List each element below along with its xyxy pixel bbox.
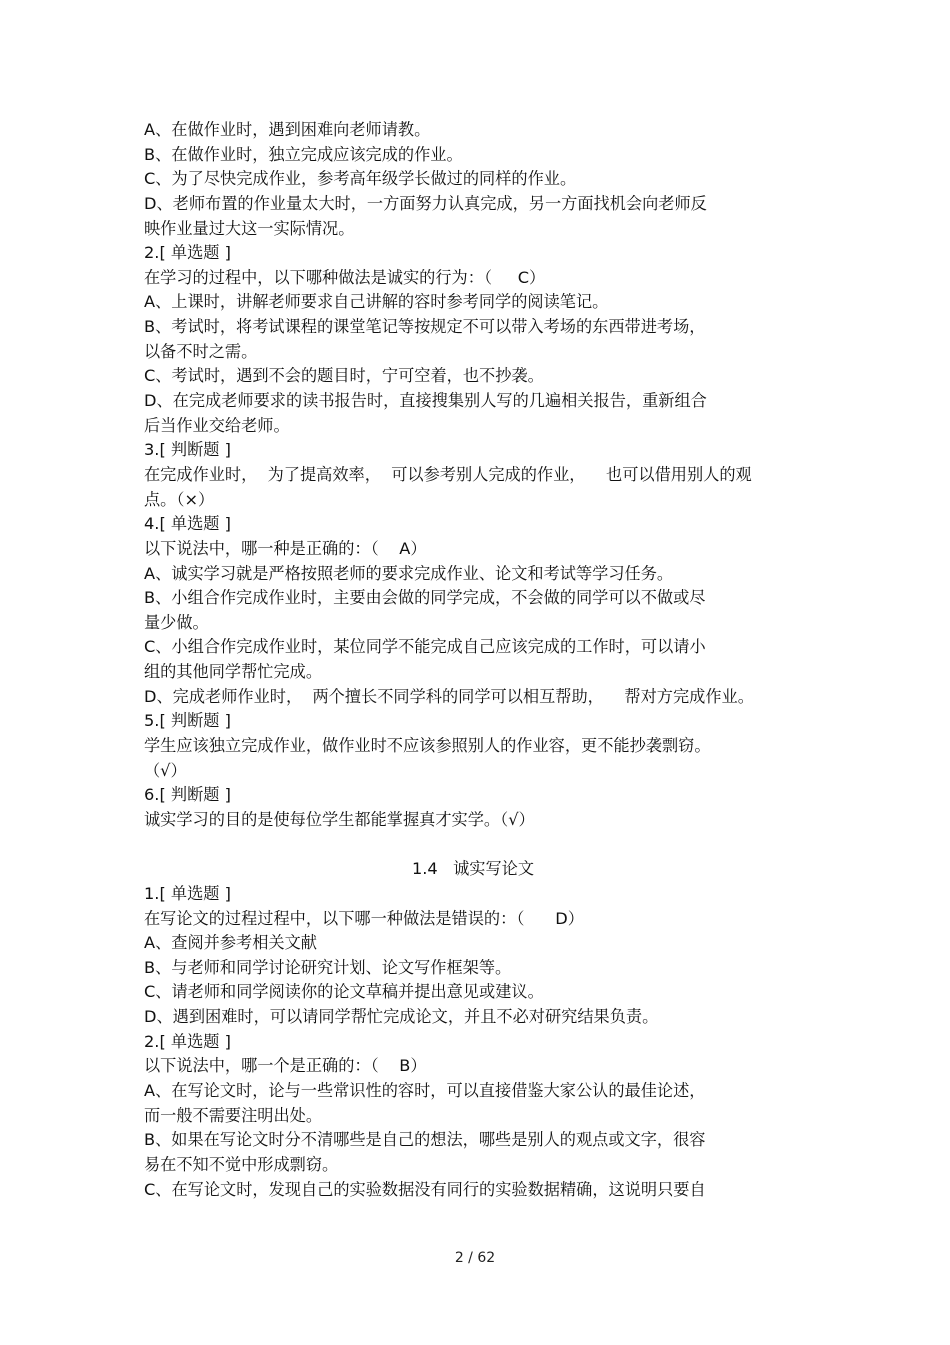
text-line: A、诚实学习就是严格按照老师的要求完成作业、论文和考试等学习任务。 bbox=[144, 563, 674, 583]
text-line: 易在不知不觉中形成剽窃。 bbox=[144, 1154, 339, 1174]
spacer bbox=[144, 833, 834, 858]
text-line: 而一般不需要注明出处。 bbox=[144, 1105, 323, 1125]
text-line: D、老师布置的作业量太大时，一方面努力认真完成，另一方面找机会向老师反 bbox=[144, 193, 707, 213]
question-text: 诚实学习的目的是使每位学生都能掌握真才实学。（√） bbox=[144, 809, 535, 829]
text-line: 点。（×） bbox=[144, 489, 215, 509]
text-line: B、与老师和同学讨论研究计划、论文写作框架等。 bbox=[144, 957, 512, 977]
text-line: 以备不时之需。 bbox=[144, 341, 258, 361]
text-line: D、遇到困难时，可以请同学帮忙完成论文，并且不必对研究结果负责。 bbox=[144, 1007, 659, 1027]
text-line: B、小组合作完成作业时，主要由会做的同学完成，不会做的同学可以不做或尽 bbox=[144, 588, 706, 608]
question-header: 2.[ 单选题 ] bbox=[144, 1031, 231, 1051]
question-text: 学生应该独立完成作业，做作业时不应该参照别人的作业容，更不能抄袭剽窃。 bbox=[144, 736, 711, 756]
text-line: A、查阅并参考相关文献 bbox=[144, 933, 317, 953]
text-line: 映作业量过大这一实际情况。 bbox=[144, 218, 355, 238]
question-text: 在完成作业时， 为了提高效率， 可以参考别人完成的作业， 也可以借用别人的观 bbox=[144, 464, 752, 484]
text-line: B、如果在写论文时分不清哪些是自己的想法，哪些是别人的观点或文字，很容 bbox=[144, 1130, 706, 1150]
text-line: 后当作业交给老师。 bbox=[144, 415, 290, 435]
page-number: 2 / 62 bbox=[454, 1250, 496, 1266]
question-header: 5.[ 判断题 ] bbox=[144, 711, 231, 731]
question-text: 在写论文的过程过程中，以下哪一种做法是错误的：（ D） bbox=[144, 908, 584, 928]
question-header: 1.[ 单选题 ] bbox=[144, 883, 231, 903]
text-line: 组的其他同学帮忙完成。 bbox=[144, 662, 323, 682]
question-text: 以下说法中，哪一种是正确的：（ A） bbox=[144, 538, 427, 558]
text-line: A、在写论文时，论与一些常识性的容时，可以直接借鉴大家公认的最佳论述， bbox=[144, 1080, 706, 1100]
text-line: B、考试时，将考试课程的课堂笔记等按规定不可以带入考场的东西带进考场， bbox=[144, 317, 706, 337]
text-line: C、为了尽快完成作业，参考高年级学长做过的同样的作业。 bbox=[144, 169, 577, 189]
text-line: C、请老师和同学阅读你的论文草稿并提出意见或建议。 bbox=[144, 982, 544, 1002]
question-header: 4.[ 单选题 ] bbox=[144, 514, 231, 534]
text-line: D、完成老师作业时， 两个擅长不同学科的同学可以相互帮助， 帮对方完成作业。 bbox=[144, 686, 754, 706]
question-header: 2.[ 单选题 ] bbox=[144, 243, 231, 263]
question-header: 6.[ 判断题 ] bbox=[144, 785, 231, 805]
text-line: A、在做作业时，遇到困难向老师请教。 bbox=[144, 120, 431, 139]
page-content bbox=[144, 118, 834, 1202]
question-text: 在学习的过程中，以下哪种做法是诚实的行为：（ C） bbox=[144, 267, 546, 287]
question-header: 3.[ 判断题 ] bbox=[144, 440, 231, 460]
text-line: A、上课时，讲解老师要求自己讲解的容时参考同学的阅读笔记。 bbox=[144, 292, 609, 312]
text-line: C、小组合作完成作业时，某位同学不能完成自己应该完成的工作时，可以请小 bbox=[144, 637, 706, 657]
text-line: 量少做。 bbox=[144, 612, 209, 632]
text-line: B、在做作业时，独立完成应该完成的作业。 bbox=[144, 144, 463, 164]
section-title: 1.4 诚实写论文 bbox=[411, 859, 535, 879]
text-line: C、考试时，遇到不会的题目时，宁可空着，也不抄袭。 bbox=[144, 366, 544, 386]
text-line: C、在写论文时，发现自己的实验数据没有同行的实验数据精确，这说明只要自 bbox=[144, 1179, 706, 1199]
text-line: D、在完成老师要求的读书报告时，直接搜集别人写的几遍相关报告，重新组合 bbox=[144, 391, 707, 411]
question-text: 以下说法中，哪一个是正确的：（ B） bbox=[144, 1056, 427, 1076]
text-line: （√） bbox=[144, 760, 187, 780]
